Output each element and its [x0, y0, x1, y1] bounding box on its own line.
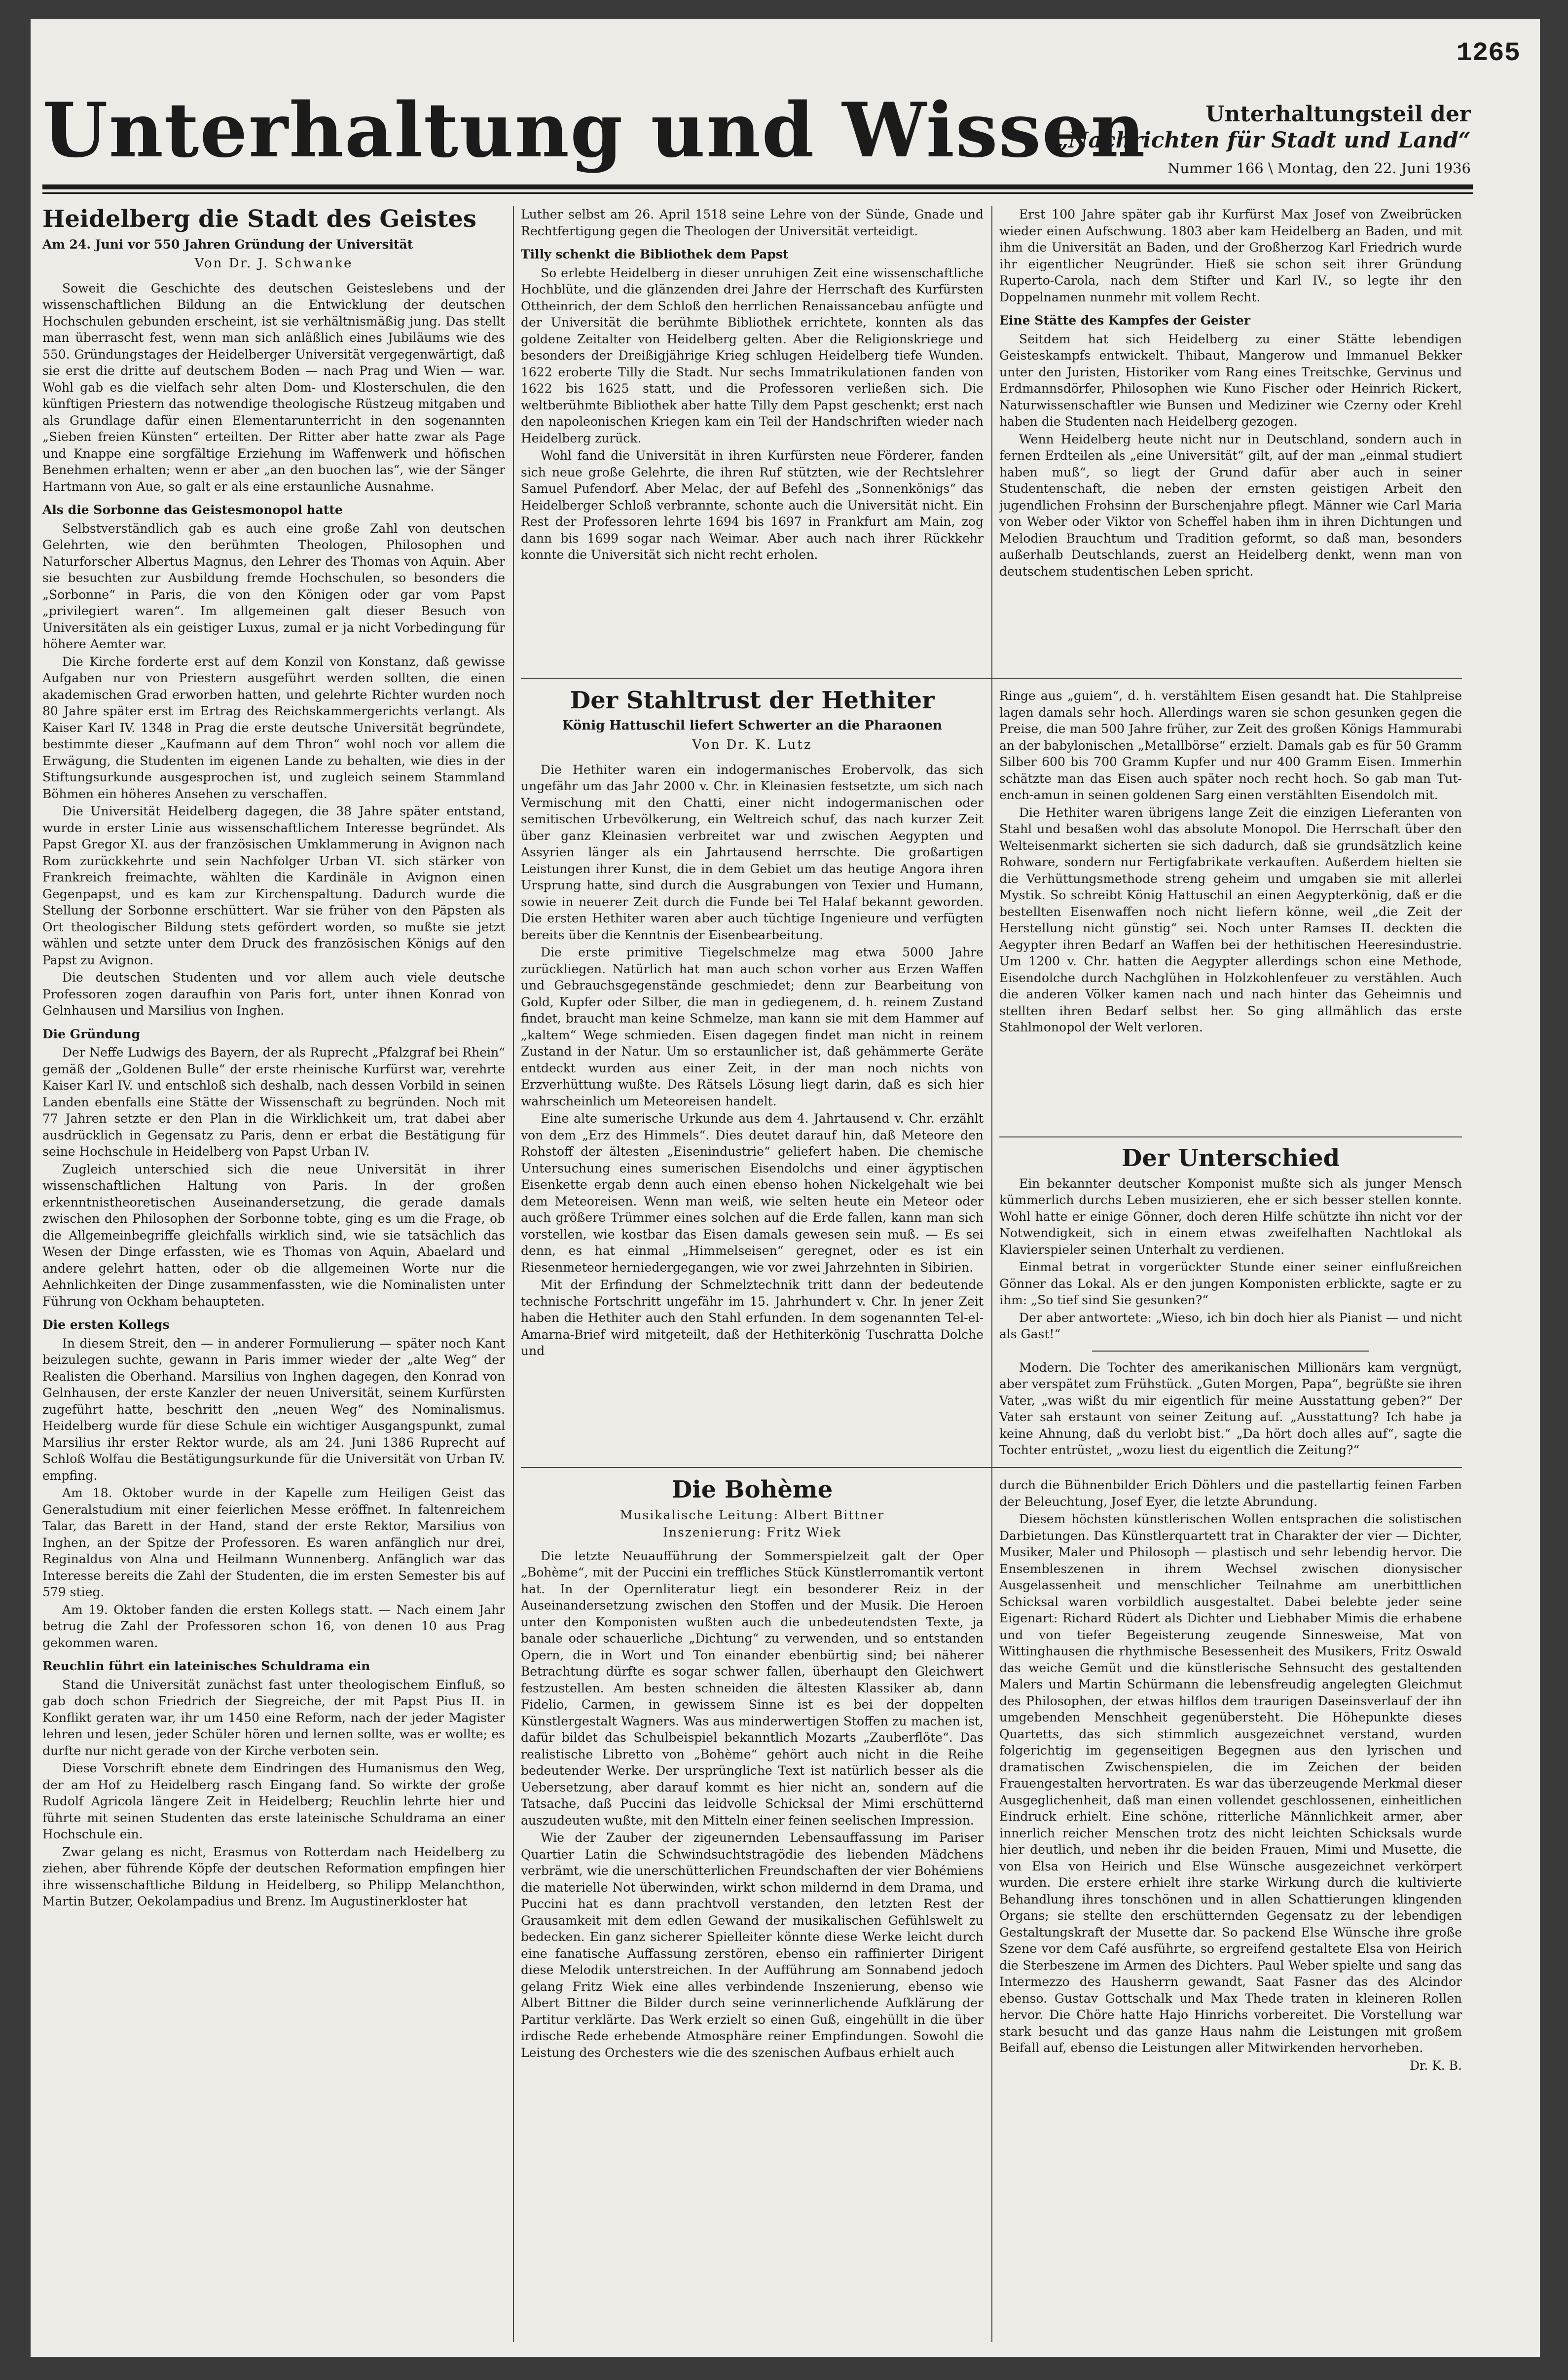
paragraph: Die letzte Neuaufführung der Sommerspielzeit galt der Oper „Bohème“, mit der Puccini ein treffliches Stück Künstlerromantik vertont hat. In der Opernliteratur liegt ein besonderer Reiz in der Auseinandersetzung zwischen den Stoffen und der Musik. Die Heroen unter den Komponisten wußten auch die unbedeutendsten Texte, ja banale oder schauerliche „Dichtung“ zu verwenden, und so entstanden Opern, die in Wort und Ton einander ebenbürtig sind; bei näherer Betrachtung dürfte es sogar schwer fallen, überhaupt den Gleichwert festzustellen. Am besten schneiden die ältesten Klassiker ab, dann Fidelio, Carmen, in gewissem Sinne ist es bei der doppelten Künstlergestalt Wagners. Was aus minderwertigen Stoffen zu machen ist, dafür bildet das Schulbeispiel bekanntlich Mozarts „Zauberflöte“. Das realistische Libretto von „Bohème“ gehört auch nicht in die Reihe bedeutender Werke. Der ursprüngliche Text ist natürlich besser als die Uebersetzung, aber darauf kommt es hier nicht an, sondern auf die Tatsache, daß Puccini das leidvolle Schicksal der Mimi erschütternd auszudeuten wußte, mit den Mitteln einer feinen seelischen Impression. [521, 1548, 984, 1828]
column-1 [42, 206, 505, 2342]
short-divider [1092, 1351, 1370, 1352]
section-divider [999, 1136, 1462, 1137]
column-divider [513, 206, 514, 2342]
article-subtitle: König Hattuschil liefert Schwerter an die Pharaonen [562, 718, 943, 733]
section-heading: Die Gründung [42, 1026, 140, 1041]
section-heading: Reuchlin führt ein lateinisches Schuldrama ein [42, 1659, 370, 1674]
section-heading: Tilly schenkt die Bibliothek dem Papst [521, 247, 789, 261]
signature: Dr. K. B. [1409, 2058, 1462, 2073]
paragraph: Selbstverständlich gab es auch eine große Zahl von deutschen Gelehrten, wie den berühmten Theologen, Philosophen und Naturforscher Albertus Magnus, den Lehrer des Thomas von Aquin. Aber sie besuchten zur Ausbildung fremde Hochschulen, so besonders die „Sorbonne“ in Paris, die von den Königen oder gar vom Papst „privilegiert waren“. Im allgemeinen galt dieser Besuch von Universitäten als ein geistiger Luxus, zumal er ja nicht Vorbedingung für höhere Aemter war. [42, 521, 505, 652]
column-divider [991, 206, 992, 2342]
paragraph: Zugleich unterschied sich die neue Universität in ihrer wissenschaftlichen Haltung von Paris. In der großen erkenntnistheoretischen Auseinandersetzung, die gerade damals zwischen den Philosophen der Sorbonne tobte, ging es um die Frage, ob die Allgemeinbegriffe gleichfalls wirklich sind, wie sie tatsächlich das Wesen der Dinge erfassten, wie es Thomas von Aquin, Abaelard und andere gelehrt hatten, oder ob die allgemeinen Worte nur die Aehnlichkeiten der Dinge zusammenfassten, wie die Nominalisten unter Führung von Ockham behaupteten. [42, 1162, 505, 1309]
section-heading: Als die Sorbonne das Geistesmonopol hatte [42, 503, 343, 517]
paragraph: In diesem Streit, den — in anderer Formulierung — später noch Kant beizulegen suchte, gewann in Paris immer wieder der „alte Weg“ der Realisten die Oberhand. Marsilius von Inghen dagegen, den Konrad von Gelnhausen, der erste Kanzler der neuen Universität, seinem Kurfürsten zugeführt hatte, beschritt den „neuen Weg“ des Nominalismus. Heidelberg wurde für diese Schule ein wichtiger Ausgangspunkt, zumal Marsilius ihr erster Rektor wurde, als am 24. Juni 1386 Ruprecht auf Schloß Wolfau die Bestätigungsurkunde für die Universität von Urban IV. empfing. [42, 1336, 505, 1483]
column-2-hethiter [521, 688, 984, 1457]
paragraph: Ein bekannter deutscher Komponist mußte sich als junger Mensch kümmerlich durchs Leben musizieren, ehe er sich besser stellen konnte. Wohl hatte er einige Gönner, doch deren Hilfe schützte ihn nicht vor der Notwendigkeit, sich in einem etwas zweifelhaften Nachtlokal als Klavierspieler seinen Unterhalt zu verdienen. [999, 1176, 1462, 1257]
masthead-info [1037, 102, 1471, 177]
section-heading: Die ersten Kollegs [42, 1318, 170, 1332]
issue-number: Nummer 166 [1167, 159, 1264, 177]
column-3-hethiter [999, 688, 1462, 1132]
newspaper-name: „Nachrichten für Stadt und Land“ [1056, 127, 1471, 153]
paragraph: Modern. Die Tochter des amerikanischen Millionärs kam vergnügt, aber verspätet zum Frühstück. „Guten Morgen, Papa“, begrüßte sie ihren Vater, „was wißt du mir eigentlich für meine Ausstattung geben?“ Der Vater sah erstaunt von seiner Zeitung auf. „Ausstattung? Ich habe ja keine Ahnung, daß du verlobt bist.“ „Da hört doch alles auf“, sagte die Tochter entrüstet, „wozu liest du eigentlich die Zeitung?“ [999, 1360, 1462, 1458]
paragraph: Diesem höchsten künstlerischen Wollen entsprachen die solistischen Darbietungen. Das Künstlerquartett trat in Charakter der vier — Dichter, Musiker, Maler und Philosoph — plastisch und sehr lebendig hervor. Die Ensembleszenen in ihrem Wechsel zwischen dionysischer Ausgelassenheit und menschlicher Teilnahme am unerbittlichen Schicksal waren vorbildlich ausgestaltet. Dabei belebte jeder seine Eigenart: Richard Rüdert als Dichter und Liebhaber Mimis die erhabene und von tiefer Begeisterung zeugende Sinnesweise, Mat von Wittinghausen die rhythmische Besessenheit des Musikers, Fritz Oswald das weiche Gemüt und die künstlerische Sehnsucht des gestaltenden Malers und Martin Schürmann die lebensfreudig angelegten Gleichmut des Philosophen, der etwas hilflos dem traurigen Daseinsverlauf der ihn umgebenden Menschheit gegenübersteht. Die Höhepunkte dieses Quartetts, das sich stimmlich ausgezeichnet verstand, wurden folgerichtig im gegenseitigen Begegnen aus den lyrischen und dramatischen Zwischenspielen, die im Zeichen der beiden Frauengestalten hervortraten. Es war das überzeugende Merkmal dieser Ausgeglichenheit, daß man einen vollendet geschlossenen, einheitlichen Eindruck erhielt. Eine schöne, ritterliche Männlichkeit armer, aber innerlich reicher Menschen trotz des nicht leichten Schicksals wurde hier deutlich, und neben ihr die beiden Frauen, Mimi und Musette, die von Elsa von Heirich und Else Wünsche ausgezeichnet verkörpert wurden. Die erstere erhielt ihre starke Wirkung durch die kultivierte Behandlung ihres tonschönen und in allen Schattierungen klingenden Organs; sie stellte den erschütternden Gegensatz zu der lebendigen Gestaltungskraft der Musette dar. So packend Else Wünsche ihre große Szene vor dem Café ausführte, so ergreifend gestaltete Elsa von Heirich die Sterbeszene im Armen des Dichters. Paul Weber spielte und sang das Intermezzo des Hausherrn gewandt, Saat Fasner das des Alcindor ebenso. Gustav Gottschalk und Max Thede traten in kleineren Rollen hervor. Die Chöre hatte Hajo Hinrichs vorbereitet. Die Vorstellung war stark besucht und das ganze Haus nahm die Leistungen mit großem Beifall auf, ebenso die Leistungen aller Mitwirkenden hervorheben. [999, 1512, 1462, 2055]
paragraph: Zwar gelang es nicht, Erasmus von Rotterdam nach Heidelberg zu ziehen, aber führende Köpfe der deutschen Reformation empfingen hier ihre wissenschaftliche Bildung in Heidelberg, so Philipp Melanchthon, Martin Butzer, Oekolampadius und Brenz. Im Augustinerkloster hat [42, 1844, 505, 1909]
paragraph: Der Neffe Ludwigs des Bayern, der als Ruprecht „Pfalzgraf bei Rhein“ gemäß der „Goldenen Bulle“ der erste rheinische Kurfürst war, verehrte Kaiser Karl IV. und entschloß sich deshalb, nach dessen Vorbild in seinen Landen ebenfalls eine Stätte der Wissenschaft zu begründen. Noch mit 77 Jahren setzte er den Plan in die Wirklichkeit um, trat dabei aber ausdrücklich in Gegensatz zu Paris, denn er erbat die Bestätigung für seine Hochschule in Heidelberg von Papst Urban IV. [42, 1045, 505, 1159]
article-title-hethiter: Der Stahltrust der Hethiter [570, 688, 935, 714]
paragraph: Luther selbst am 26. April 1518 seine Lehre von der Sünde, Gnade und Rechtfertigung gegen die Theologen der Universität verteidigt. [521, 207, 984, 238]
supplement-label: Unterhaltungsteil der [1205, 102, 1471, 127]
paragraph: Wie der Zauber der zigeunernden Lebensauffassung im Pariser Quartier Latin die Schwindsuchtstragödie des liebenden Mädchens verbrämt, wie die unerschütterlichen Freundschaften der vier Bohémiens die materielle Not überwinden, wirkt schon mildernd in dem Drama, und Puccini hat es dann prachtvoll verstanden, den letzten Rest der Grausamkeit mit dem edlen Gewand der musikalischen Gefühlswelt zu bedecken. Ein ganz sicherer Spielleiter könnte diese Werke leicht durch eine fanatische Auffassung zerstören, ebenso ein raffinierter Dirigent diese Melodik unterstreichen. In der Aufführung am Sonnabend jedoch gelang Fritz Wiek eine alles verbindende Inszenierung, ebenso wie Albert Bittner die Bilder durch seine verinnerlichende Aufklärung der Partitur verklärte. Das Werk erzielt so einen Guß, eingehüllt in die über irdische Rede erhebende Atmosphäre reiner Empfindungen. Sowohl die Leistung des Orchesters wie die des szenischen Aufbaus erhielt auch [521, 1831, 984, 2060]
paragraph: Die Hethiter waren ein indogermanisches Erobervolk, das sich ungefähr um das Jahr 2000 v. Chr. in Kleinasien festsetzte, um sich nach Vermischung mit den Chatti, einer nicht indogermanischen oder semitischen Urbevölkerung, ein Weltreich schuf, das nach kurzer Zeit über ganz Kleinasien verbreitet war und zwischen Aegypten und Assyrien länger als ein Jahrtausend herrschte. Die großartigen Leistungen ihrer Kunst, die in dem Gebiet um das heutige Angora ihren Ursprung hatte, sind durch die Ausgrabungen von Texier und Humann, sowie in neuerer Zeit durch die Funde bei Tel Halaf bekannt geworden. Die ersten Hethiter waren aber auch tüchtige Ingenieure und verfügten bereits über die Kenntnis der Eisenbearbeitung. [521, 762, 984, 942]
masthead-title: Unterhaltung und Wissen [42, 86, 1146, 174]
masthead-rule [42, 184, 1473, 189]
paragraph: Am 19. Oktober fanden die ersten Kollegs statt. — Nach einem Jahr betrug die Zahl der Professoren schon 16, von denen 10 aus Prag gekommen waren. [42, 1602, 505, 1650]
column-3-top [999, 206, 1462, 670]
paragraph: Wohl fand die Universität in ihren Kurfürsten neue Förderer, fanden sich neue große Gelehrte, die ihren Ruf stützten, wie der Rechtslehrer Samuel Pufendorf. Aber Melac, der auf Befehl des „Sonnenkönigs“ das Heidelberger Schloß verbrannte, schonte auch die Universität nicht. Ein Rest der Professoren lehrte 1694 bis 1697 in Frankfurt am Main, zog dann bis 1699 sogar nach Weimar. Aber auch nach ihrer Rückkehr konnte die Universität sich nicht recht erholen. [521, 448, 984, 562]
paragraph: durch die Bühnenbilder Erich Döhlers und die pastellartig feinen Farben der Beleuchtung, Josef Eyer, die letzte Abrundung. [999, 1478, 1462, 1509]
issue-date: Montag, den 22. Juni 1936 [1277, 159, 1471, 177]
article-byline: Von Dr. K. Lutz [692, 737, 812, 753]
masthead-rule-thin [42, 192, 1473, 194]
column-3-boheme [999, 1477, 1462, 2342]
paragraph: Eine alte sumerische Urkunde aus dem 4. Jahrtausend v. Chr. erzählt von dem „Erz des Himmels“. Dies deutet darauf hin, daß Meteore den Rohstoff der ältesten „Eisenindustrie“ geliefert haben. Die chemische Untersuchung eines sumerischen Eisendolchs und einer ägyptischen Eisenkette ergab denn auch einen ebenso hohen Nickelgehalt wie bei dem Meteoreisen. Wenn man weiß, wie selten heute ein Meteor oder auch größere Trümmer eines solchen auf die Erde fallen, kann man sich vorstellen, wie kostbar das Eisen damals gewesen sein muß. — Es sei denn, es hat einmal „Himmelseisen“ geregnet, oder es ist ein Riesenmeteor herniedergegangen, wie vor zwei Jahrzehnten in Sibirien. [521, 1111, 984, 1275]
paragraph: Erst 100 Jahre später gab ihr Kurfürst Max Josef von Zweibrücken wieder einen Aufschwung. 1803 aber kam Heidelberg an Baden, und mit ihm die Universität an Baden, und der Großherzog Karl Friedrich wurde ihr eigentlicher Neugründer. Hieß sie schon seit ihrer Gründung Ruperto-Carola, nach dem Stifter und Karl IV., so legte ihr den Doppelnamen nunmehr mit vollem Recht. [999, 207, 1462, 304]
credit-music: Musikalische Leitung: Albert Bittner [620, 1507, 885, 1522]
paragraph: Die Universität Heidelberg dagegen, die 38 Jahre später entstand, wurde in erster Linie aus wissenschaftlichem Interesse begründet. Als Papst Gregor XI. aus der französischen Umklammerung in Avignon nach Rom zurückkehrte und sein Nachfolger Urban VI. sich stärker von Frankreich freimachte, wählten die Kardinäle in Avignon einen Gegenpapst, und es kam zur Kirchenspaltung. Dadurch wurde die Stellung der Sorbonne erschüttert. War sie früher von den Päpsten als Ort theologischer Bildung stets gefördert worden, so mußte sie jetzt wählen und setzte unter dem Druck des französischen Königs auf den Papst zu Avignon. [42, 804, 505, 967]
paragraph: Einmal betrat in vorgerückter Stunde einer seiner einflußreichen Gönner das Lokal. Als er den jungen Komponisten erblickte, sagte er zu ihm: „So tief sind Sie gesunken?“ [999, 1260, 1462, 1308]
article-subtitle: Am 24. Juni vor 550 Jahren Gründung der Universität [42, 237, 413, 252]
credit-staging: Inszenierung: Fritz Wiek [663, 1525, 841, 1540]
column-3-unterschied [999, 1145, 1462, 1461]
paragraph: Wenn Heidelberg heute nicht nur in Deutschland, sondern auch in fernen Erdteilen als „eine Universität“ gilt, auf der man „einmal studiert haben muß“, so liegt der Grund dafür aber auch in seiner Studentenschaft, die neben der ernsten geistigen Arbeit den jugendlichen Frohsinn der Burschenjahre pflegt. Männer wie Carl Maria von Weber oder Viktor von Scheffel haben ihm in ihren Dichtungen und Melodien Brauchtum und Tradition geformt, so daß man, besonders außerhalb Deutschlands, zuerst an Heidelberg denkt, wenn man von deutschem studentischen Leben spricht. [999, 432, 1462, 579]
paragraph: Soweit die Geschichte des deutschen Geisteslebens und der wissenschaftlichen Bildung an die Entwicklung der deutschen Hochschulen gebunden erscheint, ist sie verhältnismäßig jung. Das stellt man überrascht fest, wenn man sich anläßlich eines Jubiläums wie des 550. Gründungstages der Heidelberger Universität vergegenwärtigt, daß sie erst die dritte auf deutschem Boden — nach Prag und Wien — war. Wohl gab es die vielfach sehr alten Dom- und Klosterschulen, die den künftigen Priestern das notwendige theologische Rüstzeug mitgaben und als Grundlage dafür einen Elementarunterricht in den sogenannten „Sieben freien Künsten“ erteilten. Der Ritter aber hatte zwar als Page und Knappe eine sorgfältige Erziehung im Waffenwerk und höfischen Benehmen erhalten; wenn er aber „an den buochen las“, wie der Sänger Hartmann von Aue, so galt er als eine erstaunliche Ausnahme. [42, 281, 505, 494]
paragraph: Der aber antwortete: „Wieso, ich bin doch hier als Pianist — und nicht als Gast!“ [999, 1310, 1462, 1342]
column-2-boheme [521, 1477, 984, 2342]
section-heading: Eine Stätte des Kampfes der Geister [999, 313, 1251, 328]
column-2-top [521, 206, 984, 670]
paragraph: Mit der Erfindung der Schmelztechnik tritt dann der bedeutende technische Fortschritt ungefähr im 15. Jahrhundert v. Chr. In jener Zeit haben die Hethiter auch den Stahl erfunden. In dem sogenannten Tel-el-Amarna-Brief wird mitgeteilt, daß der Hethiterkönig Tuschratta Dolche und [521, 1278, 984, 1358]
paragraph: Die deutschen Studenten und vor allem auch viele deutsche Professoren zogen daraufhin von Paris fort, unter ihnen Konrad von Gelnhausen und Marsilius von Inghen. [42, 970, 505, 1018]
paragraph: Diese Vorschrift ebnete dem Eindringen des Humanismus den Weg, der am Hof zu Heidelberg rasch Eingang fand. So wirkte der große Rudolf Agricola längere Zeit in Heidelberg; Reuchlin lehrte hier und führte mit seinen Studenten das erste lateinische Schuldrama an einer Hochschule ein. [42, 1761, 505, 1842]
paragraph: Die Hethiter waren übrigens lange Zeit die einzigen Lieferanten von Stahl und besaßen wohl das absolute Monopol. Die Herrschaft über den Welteisenmarkt sicherten sie sich dadurch, daß sie grundsätzlich keine Rohware, sondern nur Fertigfabrikate verkauften. Außerdem hielten sie die Verhüttungsmethode streng geheim und umgaben sie mit allerlei Mystik. So schreibt König Hattuschil an einen Aegypterkönig, daß er die bestellten Eisenwaffen noch nicht liefern könne, weil „die Zeit der Herstellung nicht günstig“ sei. Noch unter Ramses II. deckten die Aegypter ihren Bedarf an Waffen bei der hethitischen Heeresindustrie. Um 1200 v. Chr. hatten die Aegypter allerdings schon eine Methode, Eisendolche durch Nachglühen in Holzkohlenfeuer zu verstählen. Auch die anderen Völker kamen nach und nach hinter das Geheimnis und stellten ihren Bedarf selbst her. So ging allmählich das erste Stahlmonopol der Welt verloren. [999, 805, 1462, 1034]
article-byline: Von Dr. J. Schwanke [194, 256, 353, 271]
section-divider [521, 1467, 1462, 1468]
issue-line: Nummer 166 \ Montag, den 22. Juni 1936 [1167, 159, 1471, 177]
article-title-boheme: Die Bohème [671, 1477, 833, 1503]
page-number: 1265 [1456, 38, 1520, 69]
article-title-heidelberg: Heidelberg die Stadt des Geistes [42, 206, 476, 233]
article-title-unterschied: Der Unterschied [1121, 1145, 1340, 1172]
newspaper-page [31, 19, 1540, 2357]
paragraph: Seitdem hat sich Heidelberg zu einer Stätte lebendigen Geisteskampfs entwickelt. Thibaut, Mangerow und Immanuel Bekker unter den Juristen, Historiker vom Rang eines Treitschke, Gervinus und Erdmannsdörfer, Philosophen wie Kuno Fischer oder Heinrich Rickert, Naturwissenschaftler wie Bunsen und Mediziner wie Czerny oder Krehl haben die Studenten nach Heidelberg gezogen. [999, 331, 1462, 429]
paragraph: Ringe aus „guiem“, d. h. verstähltem Eisen gesandt hat. Die Stahlpreise lagen damals sehr hoch. Allerdings waren sie schon gesunken gegen die Preise, die man 500 Jahre früher, zur Zeit des großen Königs Hammurabi an der babylonischen „Metallbörse“ erzielt. Damals gab es für 50 Gramm Silber 600 bis 700 Gramm Kupfer und nur 400 Gramm Eisen. Immerhin schätzte man das Eisen auch später noch recht hoch. So gab man Tut-ench-amun in seinen goldenen Sarg einen verstählten Eisendolch mit. [999, 689, 1462, 802]
section-divider [521, 678, 1462, 679]
paragraph: Am 18. Oktober wurde in der Kapelle zum Heiligen Geist das Generalstudium mit einer feierlichen Messe eröffnet. In faltenreichem Talar, das Barett in der Hand, stand der erste Rektor, Marsilius von Inghen, an der Spitze der Professoren. Es waren anfänglich nur drei, Reginaldus von Alna und Heilmann Wunnenberg. Anfänglich war das Interesse bereits die Zahl der Studenten, die im ersten Semester bis auf 579 stieg. [42, 1486, 505, 1600]
paragraph: Stand die Universität zunächst fast unter theologischem Einfluß, so gab doch schon Friedrich der Siegreiche, der mit Papst Pius II. in Konflikt geraten war, ihr um 1450 eine Reform, nach der jeder Magister lehren und lesen, jeder Schüler hören und lernen sollte, was er wollte; es durfte nur nicht gerade von der Kirche verboten sein. [42, 1677, 505, 1758]
paragraph: Die erste primitive Tiegelschmelze mag etwa 5000 Jahre zurückliegen. Natürlich hat man auch schon vorher aus Erzen Waffen und Gebrauchsgegenstände geschmiedet; denn zur Bearbeitung von Gold, Kupfer oder Silber, die man in gediegenem, d. h. reinem Zustand findet, braucht man keine Schmelze, man kann sie mit dem Hammer auf „kaltem“ Wege schmieden. Eisen dagegen findet man nicht in reinem Zustand in der Natur. Um so erstaunlicher ist, daß gehämmerte Geräte entdeckt wurden aus einer Zeit, in der man noch nichts von Erzverhüttung wußte. Des Rätsels Lösung liegt darin, daß es sich hier wahrscheinlich um Meteoreisen handelt. [521, 945, 984, 1108]
paragraph: So erlebte Heidelberg in dieser unruhigen Zeit eine wissenschaftliche Hochblüte, und die glänzenden drei Jahre der Herrschaft des Kurfürsten Ottheinrich, der dem Schloß den herrlichen Renaissancebau anfügte und der Universität die berühmte Bibliothek errichtete, konnten als das goldene Zeitalter von Heidelberg gelten. Aber die Religionskriege und besonders der Dreißigjährige Krieg schlugen Heidelberg tiefe Wunden. 1622 eroberte Tilly die Stadt. Nur sechs Immatrikulationen fanden von 1622 bis 1625 statt, und die Professoren verließen sich. Die weltberühmte Bibliothek aber hatte Tilly dem Papst geschenkt; erst nach den napoleonischen Kriegen kam ein Teil der Handschriften wieder nach Heidelberg zurück. [521, 265, 984, 445]
paragraph: Die Kirche forderte erst auf dem Konzil von Konstanz, daß gewisse Aufgaben nur von Priestern ausgeführt werden sollten, die einen akademischen Grad erworben hatten, und gelehrte Richter wurden noch 80 Jahre später erst im Ertrag des Reichskammergerichts verlangt. Als Kaiser Karl IV. 1348 in Prag die erste deutsche Universität begründete, bestimmte dieser „Kaufmann auf dem Thron“ wohl noch vor allem die Erwägung, die Studenten im eigenen Lande zu behalten, wie dies in der Stiftungsurkunde ausgesprochen ist, und zugleich seinem Stammland Böhmen ein höheres Ansehen zu verschaffen. [42, 654, 505, 801]
